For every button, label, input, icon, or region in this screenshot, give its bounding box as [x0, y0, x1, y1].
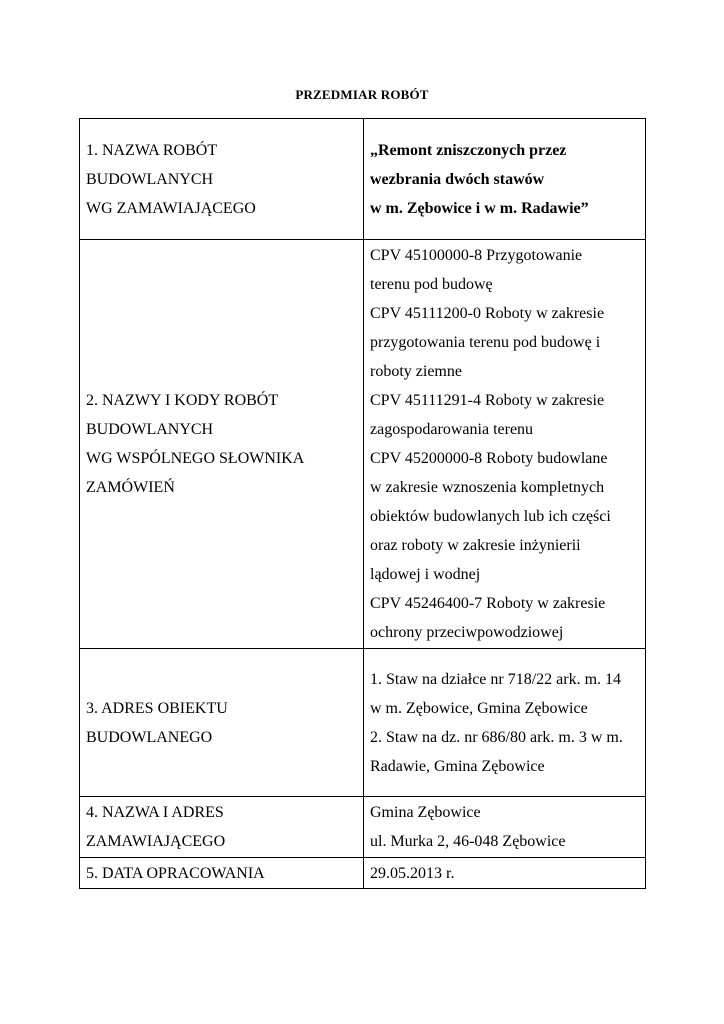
page-title: PRZEDMIAR ROBÓT [295, 87, 429, 102]
value-line: CPV 45246400-7 Roboty w zakresie [370, 595, 606, 612]
value-line: „Remont zniszczonych przez [370, 141, 567, 159]
value-cell-date [364, 858, 646, 889]
value-line: przygotowania terenu pod budowę i [370, 334, 601, 351]
specification-table [79, 118, 646, 889]
table-row-cpv-codes [80, 240, 646, 649]
label-line: 1. NAZWA ROBÓT [86, 141, 218, 159]
value-cell-address [364, 649, 646, 797]
value-line: wezbrania dwóch stawów [370, 170, 545, 188]
label-line: BUDOWLANEGO [86, 728, 213, 746]
value-line: CPV 45111200-0 Roboty w zakresie [370, 305, 605, 322]
value-line: zagospodarowania terenu [370, 421, 534, 438]
label-line: 4. NAZWA I ADRES [86, 804, 224, 821]
table-row-date [80, 858, 646, 889]
value-cell-ordering-party [364, 797, 646, 858]
value-line: w zakresie wznoszenia kompletnych [370, 479, 605, 496]
value-cell-cpv-codes [364, 240, 646, 649]
label-cell-date [80, 858, 364, 889]
value-line: CPV 45200000-8 Roboty budowlane [370, 450, 608, 467]
value-line: ochrony przeciwpowodziowej [370, 624, 564, 641]
label-line: ZAMAWIAJĄCEGO [86, 833, 226, 850]
value-line: Radawie, Gmina Zębowice [370, 757, 545, 775]
label-line: WG WSPÓLNEGO SŁOWNIKA [86, 450, 305, 467]
value-line: terenu pod budowę [370, 276, 493, 293]
value-line: roboty ziemne [370, 363, 462, 380]
label-line: WG ZAMAWIAJĄCEGO [86, 199, 256, 217]
value-line: 1. Staw na działce nr 718/22 ark. m. 14 [370, 670, 622, 688]
value-line: 29.05.2013 r. [370, 864, 455, 882]
value-line: lądowej i wodnej [370, 566, 481, 583]
table-row-project-name [80, 119, 646, 240]
value-line: ul. Murka 2, 46-048 Zębowice [370, 833, 566, 850]
value-line: obiektów budowlanych lub ich części [370, 508, 611, 525]
label-line: BUDOWLANYCH [86, 170, 214, 188]
value-line: CPV 45100000-8 Przygotowanie [370, 247, 583, 264]
label-line: 5. DATA OPRACOWANIA [86, 864, 265, 882]
label-cell-address [80, 649, 364, 797]
label-line: 3. ADRES OBIEKTU [86, 699, 228, 717]
value-line: w m. Zębowice i w m. Radawie” [370, 199, 589, 217]
table-row-address [80, 649, 646, 797]
label-cell-cpv-codes [80, 240, 364, 649]
value-line: CPV 45111291-4 Roboty w zakresie [370, 392, 605, 409]
table-row-ordering-party [80, 797, 646, 858]
value-line: 2. Staw na dz. nr 686/80 ark. m. 3 w m. [370, 728, 623, 746]
value-line: oraz roboty w zakresie inżynierii [370, 537, 581, 554]
label-line: BUDOWLANYCH [86, 421, 214, 438]
value-line: w m. Zębowice, Gmina Zębowice [370, 699, 588, 717]
value-line: Gmina Zębowice [370, 804, 481, 821]
label-line: 2. NAZWY I KODY ROBÓT [86, 392, 279, 409]
label-line: ZAMÓWIEŃ [86, 479, 175, 496]
label-cell-project-name [80, 119, 364, 240]
value-cell-project-name [364, 119, 646, 240]
label-cell-ordering-party [80, 797, 364, 858]
